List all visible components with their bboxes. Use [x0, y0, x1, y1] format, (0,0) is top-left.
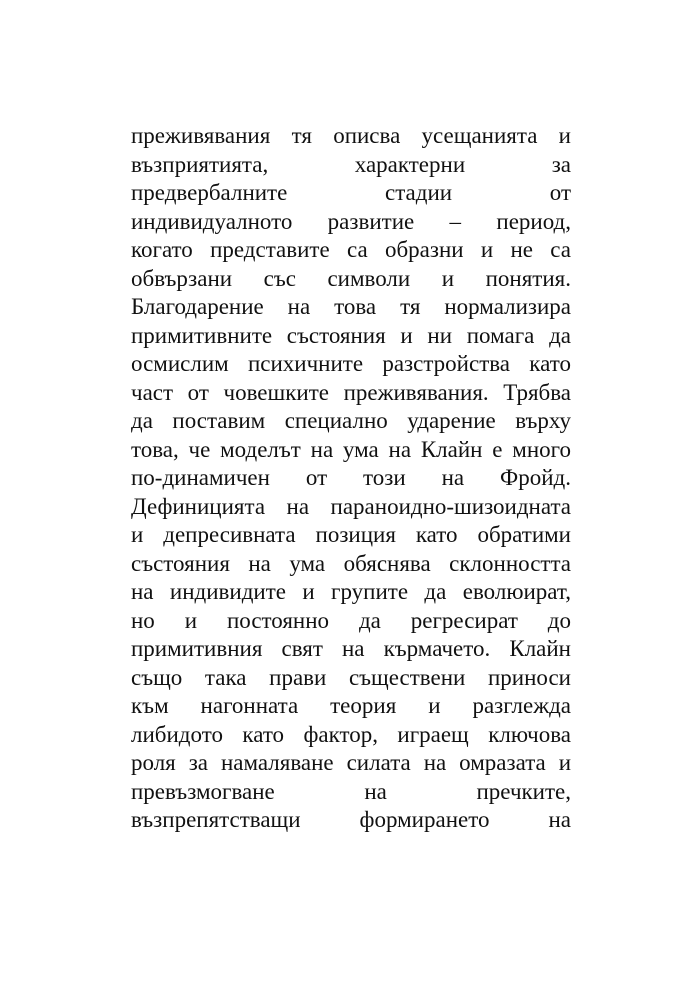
body-text — [131, 122, 571, 835]
text-line: преживявания тя описва усещанията и — [131, 123, 571, 148]
text-line: това, че моделът на ума на Клайн е много — [131, 436, 571, 462]
text-line: възприятията, характерни за — [131, 151, 571, 177]
text-line: обвързани със символи и понятия. — [131, 265, 571, 291]
text-line: роля за намаляване силата на омразата и — [131, 750, 571, 775]
text-line: Благодарение на това тя нормализира — [131, 294, 571, 319]
text-line: предвербалните стадии от — [131, 180, 571, 205]
text-line: възпрепятстващи формирането на — [131, 807, 571, 832]
text-line: към нагонната теория и разглежда — [131, 693, 571, 718]
text-line: също така прави съществени приноси — [131, 664, 571, 690]
text-line: либидото като фактор, играещ ключова — [131, 721, 571, 747]
text-line: примитивните състояния и ни помага да — [131, 322, 571, 348]
text-line: по-динамичен от този на Фройд. — [131, 465, 571, 490]
text-line: но и постоянно да регресират до — [131, 607, 571, 633]
text-line: състояния на ума обяснява склонността — [131, 550, 571, 576]
text-line: Дефиницията на параноидно-шизоидната — [131, 493, 571, 519]
text-line: част от човешките преживявания. Трябва — [131, 379, 571, 405]
text-line: да поставим специално ударение върху — [131, 408, 571, 433]
text-line: примитивния свят на кърмачето. Клайн — [131, 636, 571, 661]
text-line: когато представите са образни и не са — [131, 237, 571, 262]
text-line: превъзмогване на пречките, — [131, 778, 571, 804]
text-line: и депресивната позиция като обратими — [131, 522, 571, 547]
text-line: на индивидите и групите да еволюират, — [131, 579, 571, 604]
text-line: осмислим психичните разстройства като — [131, 351, 571, 376]
text-line: индивидуалното развитие – период, — [131, 208, 571, 234]
